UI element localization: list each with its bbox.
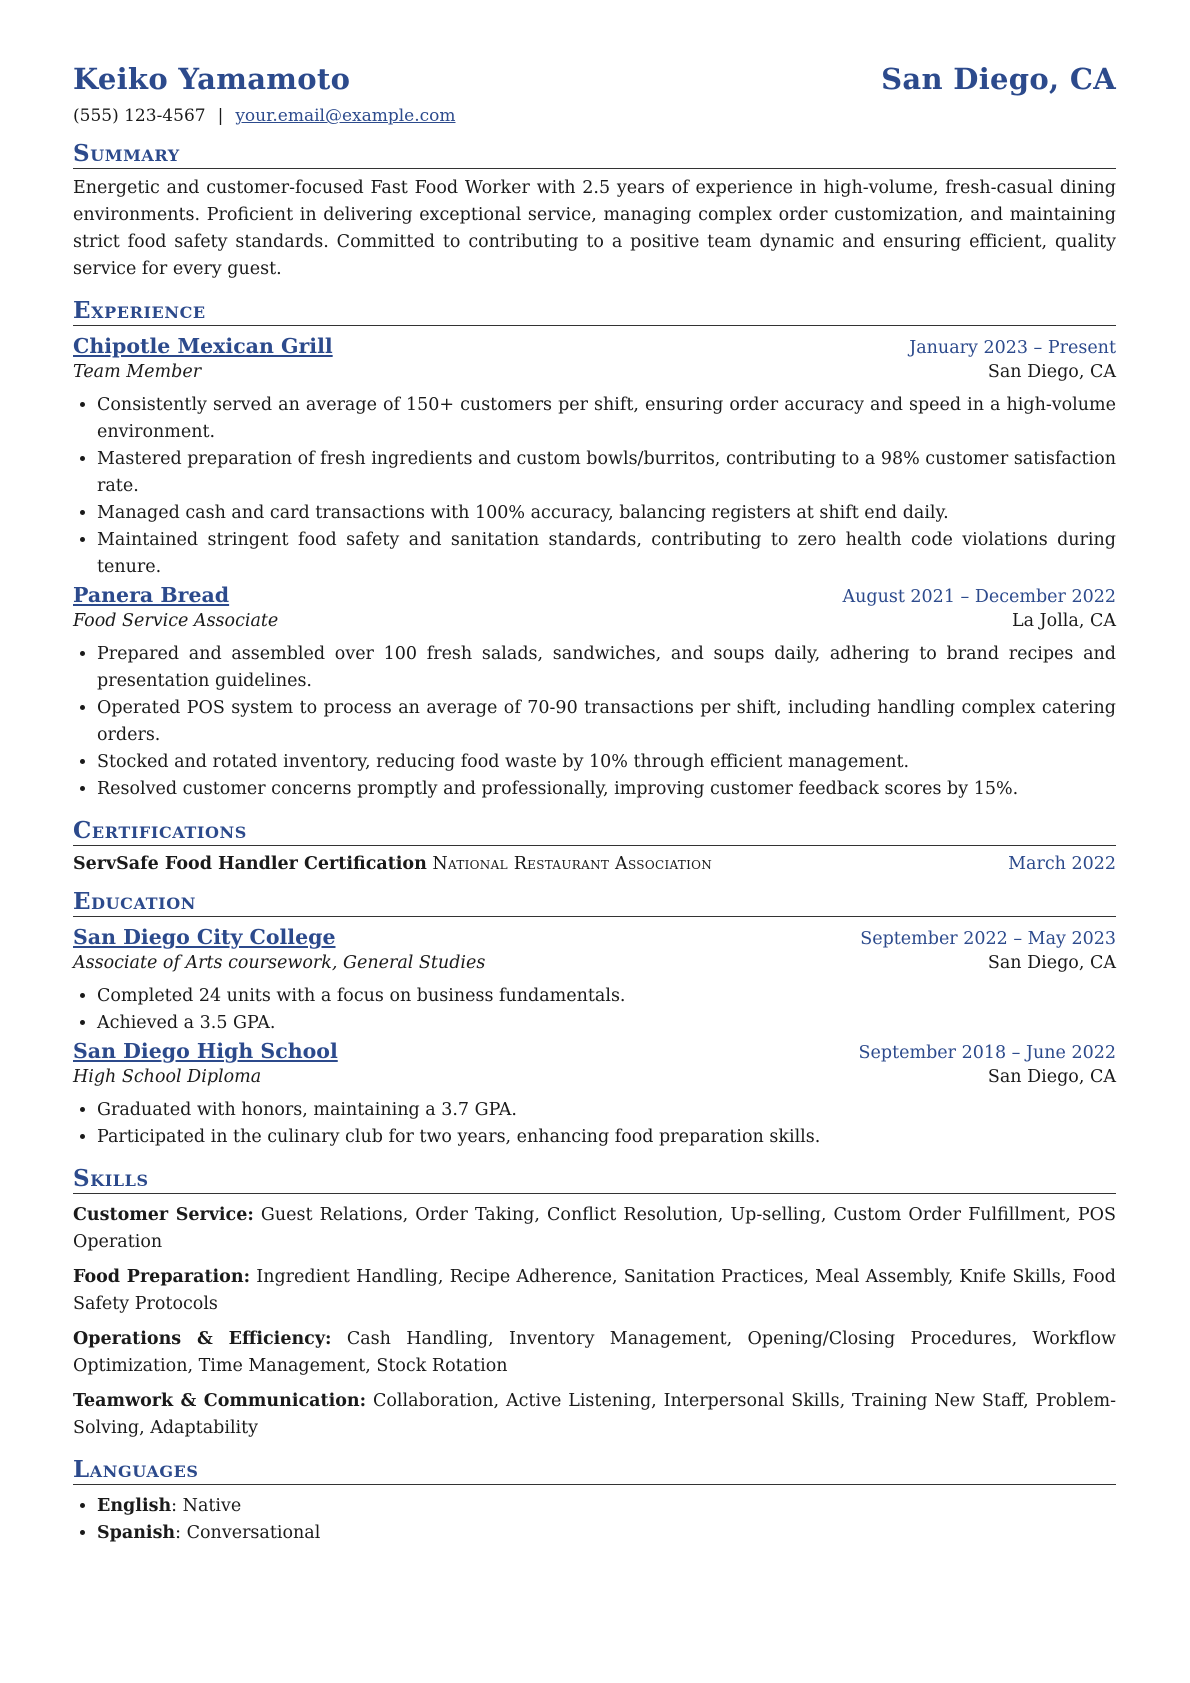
employer-link[interactable]: Panera Bread <box>73 583 230 607</box>
education-entry <box>73 1039 1116 1151</box>
list-item: • Maintained stringent food safety and sanitation standards, contributing to zero health code violations during tenure. <box>97 527 1116 581</box>
list-item: • Graduated with honors, maintaining a 3.7 GPA. <box>97 1097 1116 1124</box>
list-item: • Stocked and rotated inventory, reducing food waste by 10% through efficient management. <box>97 749 1116 776</box>
section-title-experience: Experience <box>73 297 1116 326</box>
skill-text: Collaboration, Active Listening, Interpersonal Skills, Training New Staff, Problem-Solving, Adaptability <box>73 1391 1116 1438</box>
language-name: English <box>97 1496 172 1516</box>
candidate-name: Keiko Yamamoto <box>73 62 351 96</box>
phone: (555) 123-4567 <box>73 106 206 126</box>
section-title-certifications: Certifications <box>73 817 1116 846</box>
candidate-location: San Diego, CA <box>881 62 1116 96</box>
summary-text: Energetic and customer-focused Fast Food Worker with 2.5 years of experience in high-volume, fresh-casual dining environments. Proficient in delivering exceptional service, managing complex order customization, and maintaining strict food safety standards. Committed to contributing to a positive team dynamic and ensuring efficient, quality service for every guest. <box>73 178 1116 279</box>
education-entry <box>73 925 1116 1037</box>
experience-entry <box>73 334 1116 581</box>
certification-date: March 2022 <box>1008 854 1116 874</box>
certification-name: ServSafe Food Handler Certification <box>73 854 427 874</box>
skill-text: Ingredient Handling, Recipe Adherence, Sanitation Practices, Meal Assembly, Knife Skills, Food Safety Protocols <box>73 1267 1116 1314</box>
list-item: • Achieved a 3.5 GPA. <box>97 1010 1116 1037</box>
skill-label: Customer Service: <box>73 1205 254 1225</box>
experience-entry <box>73 583 1116 803</box>
section-title-education: Education <box>73 888 1116 917</box>
language-level: : Conversational <box>175 1523 321 1543</box>
skill-group <box>73 1264 1116 1318</box>
skill-text: Cash Handling, Inventory Management, Opening/Closing Procedures, Workflow Optimization, Time Management, Stock Rotation <box>73 1329 1116 1376</box>
job-title: Food Service Associate <box>73 611 279 631</box>
certification-issuer: National Restaurant Association <box>432 854 713 874</box>
school-location: San Diego, CA <box>987 953 1116 973</box>
contact-separator: | <box>217 106 224 126</box>
list-item: • Completed 24 units with a focus on business fundamentals. <box>97 983 1116 1010</box>
skill-group <box>73 1388 1116 1442</box>
job-title: Team Member <box>73 362 202 382</box>
list-item: • Managed cash and card transactions with 100% accuracy, balancing registers at shift end daily. <box>97 500 1116 527</box>
certification-entry <box>73 854 1116 874</box>
language-level: : Native <box>171 1496 242 1516</box>
language-name: Spanish <box>97 1523 176 1543</box>
section-title-skills: Skills <box>73 1165 1116 1194</box>
bullet-list <box>73 641 1116 803</box>
list-item: • Mastered preparation of fresh ingredients and custom bowls/burritos, contributing to a 98% customer satisfaction rate. <box>97 446 1116 500</box>
job-location: San Diego, CA <box>987 362 1116 382</box>
employment-dates: August 2021 – December 2022 <box>842 587 1116 607</box>
bullet-list <box>73 983 1116 1037</box>
employer-link[interactable]: Chipotle Mexican Grill <box>73 334 333 358</box>
degree: High School Diploma <box>73 1067 262 1087</box>
skill-text: Guest Relations, Order Taking, Conflict Resolution, Up-selling, Custom Order Fulfillment, POS Operation <box>73 1205 1116 1252</box>
list-item: • Operated POS system to process an average of 70-90 transactions per shift, including handling complex catering orders. <box>97 695 1116 749</box>
languages-list <box>73 1493 1116 1547</box>
list-item: • Prepared and assembled over 100 fresh salads, sandwiches, and soups daily, adhering to brand recipes and presentation guidelines. <box>97 641 1116 695</box>
job-location: La Jolla, CA <box>1012 611 1116 631</box>
list-item: • Consistently served an average of 150+ customers per shift, ensuring order accuracy and speed in a high-volume environment. <box>97 392 1116 446</box>
skill-label: Operations & Efficiency: <box>73 1329 332 1349</box>
list-item: • Participated in the culinary club for two years, enhancing food preparation skills. <box>97 1124 1116 1151</box>
email-link[interactable]: your.email@example.com <box>235 106 456 126</box>
bullet-list <box>73 392 1116 581</box>
education-dates: September 2018 – June 2022 <box>858 1043 1116 1063</box>
section-title-summary: Summary <box>73 140 1116 169</box>
contact-line <box>73 106 1116 126</box>
list-item: • Resolved customer concerns promptly and professionally, improving customer feedback scores by 15%. <box>97 776 1116 803</box>
skill-group <box>73 1202 1116 1256</box>
skill-label: Teamwork & Communication: <box>73 1391 367 1411</box>
school-link[interactable]: San Diego High School <box>73 1039 338 1063</box>
degree: Associate of Arts coursework, General Studies <box>73 953 486 973</box>
education-dates: September 2022 – May 2023 <box>860 929 1116 949</box>
school-link[interactable]: San Diego City College <box>73 925 336 949</box>
section-title-languages: Languages <box>73 1456 1116 1485</box>
skill-group <box>73 1326 1116 1380</box>
header <box>73 62 1116 96</box>
employment-dates: January 2023 – Present <box>909 338 1116 358</box>
skill-label: Food Preparation: <box>73 1267 251 1287</box>
list-item <box>97 1493 1116 1520</box>
list-item <box>97 1520 1116 1547</box>
school-location: San Diego, CA <box>987 1067 1116 1087</box>
bullet-list <box>73 1097 1116 1151</box>
